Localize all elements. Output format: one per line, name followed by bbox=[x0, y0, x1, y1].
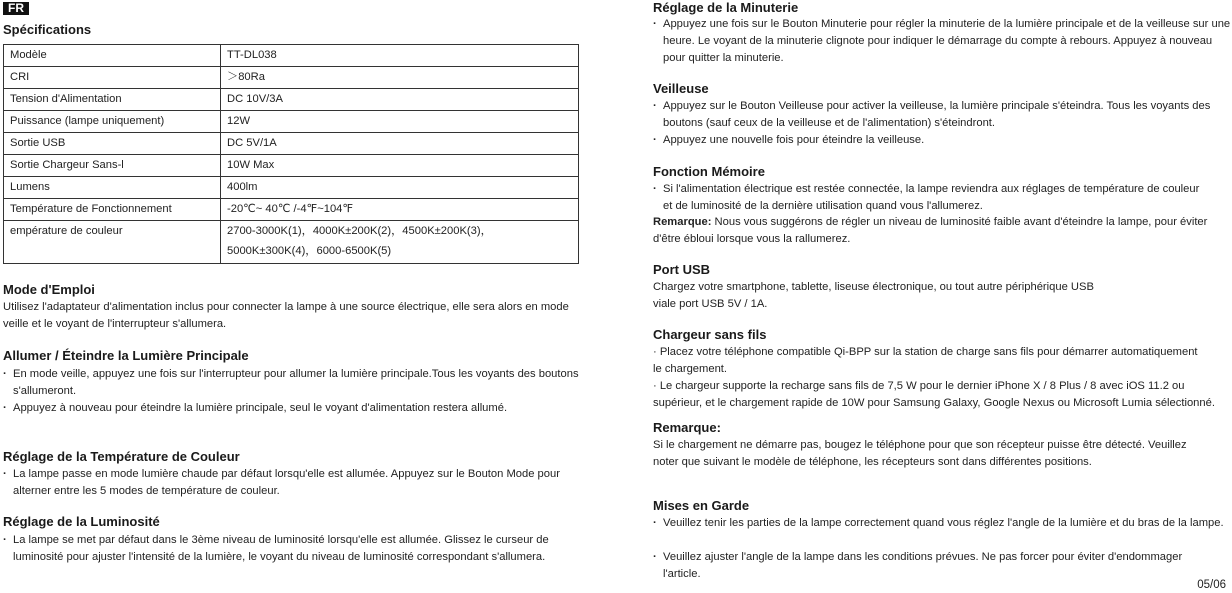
spec-value: DC 5V/1A bbox=[221, 133, 579, 155]
table-row bbox=[4, 45, 579, 67]
spec-value: 12W bbox=[221, 111, 579, 133]
spec-value: -20℃~ 40℃ /-4℉~104℉ bbox=[221, 199, 579, 221]
main-light-bullet: · Appuyez à nouveau pour éteindre la lumière principale, seul le voyant d'alimentation restera allumé. bbox=[3, 400, 579, 417]
spec-label: Modèle bbox=[4, 45, 221, 67]
main-light-bullet: · En mode veille, appuyez une fois sur l'interrupteur pour allumer la lumière principale.Tous les voyants des boutons s'allumeront. bbox=[3, 366, 579, 400]
table-row bbox=[4, 177, 579, 199]
table-row bbox=[4, 199, 579, 221]
table-row bbox=[4, 67, 579, 89]
table-row bbox=[4, 155, 579, 177]
spec-value: 10W Max bbox=[221, 155, 579, 177]
night-light-bullet: · Appuyez une nouvelle fois pour éteindre la veilleuse. bbox=[653, 132, 1232, 149]
usage-heading: Mode d'Emploi bbox=[3, 282, 95, 297]
warning-bullet: · Veuillez tenir les parties de la lampe correctement quand vous réglez l'angle de la lumière et du bras de la lampe. bbox=[653, 515, 1232, 532]
night-light-bullet: · Appuyez sur le Bouton Veilleuse pour activer la veilleuse, la lumière principale s'éteindra. Tous les voyants des boutons (sauf ceux de la veilleuse et de l'alimentation) s'éteindront. bbox=[653, 98, 1232, 132]
spec-label: Puissance (lampe uniquement) bbox=[4, 111, 221, 133]
brightness-heading: Réglage de la Luminosité bbox=[3, 514, 160, 529]
specifications-heading: Spécifications bbox=[3, 22, 92, 37]
usage-text: Utilisez l'adaptateur d'alimentation inclus pour connecter la lampe à une source électrique, elle sera alors en mode veille et le voyant de l'interrupteur s'allumera. bbox=[3, 301, 569, 330]
usb-port-heading: Port USB bbox=[653, 262, 711, 277]
spec-value: ＞80Ra bbox=[221, 67, 579, 89]
main-light-heading: Allumer / Éteindre la Lumière Principale bbox=[3, 348, 249, 363]
specifications-table bbox=[3, 44, 579, 264]
remark-label: Remarque: bbox=[653, 216, 712, 228]
spec-value-line: 2700-3000K(1)，4000K±200K(2)，4500K±200K(3)， bbox=[227, 225, 492, 237]
timer-bullet: · Appuyez une fois sur le Bouton Minuterie pour régler la minuterie de la lumière principale et de la veilleuse sur une heure. Le voyant de la minuterie clignote pour indiquer le démarrage du compte à rebours. Appuyez à nouveau pour quitter la minuterie. bbox=[653, 16, 1232, 67]
timer-heading: Réglage de la Minuterie bbox=[653, 0, 799, 15]
spec-value-line: 5000K±300K(4)，6000-6500K(5) bbox=[227, 245, 392, 257]
spec-value bbox=[221, 221, 579, 264]
wireless-charger-heading: Chargeur sans fils bbox=[653, 327, 767, 342]
color-temp-bullet: · La lampe passe en mode lumière chaude par défaut lorsqu'elle est allumée. Appuyez sur le Bouton Mode pour alterner entre les 5 modes de température de couleur. bbox=[3, 466, 579, 500]
spec-label: Lumens bbox=[4, 177, 221, 199]
usb-text-line: Chargez votre smartphone, tablette, liseuse électronique, ou tout autre périphérique USB bbox=[653, 281, 1094, 293]
spec-value: DC 10V/3A bbox=[221, 89, 579, 111]
page-number: 05/06 bbox=[1197, 579, 1226, 591]
spec-value: 400lm bbox=[221, 177, 579, 199]
memory-remark bbox=[653, 214, 1219, 248]
language-badge: FR bbox=[3, 2, 29, 15]
wireless-charger-text: · Placez votre téléphone compatible Qi-BPP sur la station de charge sans fils pour démarrer automatiquement le chargement. bbox=[653, 346, 1198, 375]
brightness-bullet: · La lampe se met par défaut dans le 3ème niveau de luminosité lorsqu'elle est allumée. Glissez le curseur de luminosité pour ajuster l'intensité de la lumière, le voyant du niveau de luminosité correspondant s'allumera. bbox=[3, 532, 583, 566]
memory-bullet: · Si l'alimentation électrique est restée connectée, la lampe reviendra aux réglages de température de couleur et de luminosité de la dernière utilisation quand vous l'allumerez. bbox=[653, 181, 1203, 215]
spec-value: TT-DL038 bbox=[221, 45, 579, 67]
spec-label: empérature de couleur bbox=[4, 221, 221, 264]
color-temp-heading: Réglage de la Température de Couleur bbox=[3, 449, 240, 464]
remark-text: Nous vous suggérons de régler un niveau de luminosité faible avant d'éteindre la lampe, pour éviter d'être ébloui lorsque vous la rallumerez. bbox=[653, 216, 1208, 245]
table-row bbox=[4, 89, 579, 111]
wireless-charger-text: · Le chargeur supporte la recharge sans fils de 7,5 W pour le dernier iPhone X / 8 Plus / 8 avec iOS 11.2 ou supérieur, et le chargement rapide de 10W pour Samsung Galaxy, Google Nexus ou Microsoft Lumia sélectionné. bbox=[653, 380, 1215, 409]
warning-bullet: · Veuillez ajuster l'angle de la lampe dans les conditions prévues. Ne pas forcer pour éviter d'endommager l'article. bbox=[653, 549, 1203, 583]
table-row bbox=[4, 133, 579, 155]
warnings-heading: Mises en Garde bbox=[653, 498, 750, 513]
spec-label: CRI bbox=[4, 67, 221, 89]
usb-text-line: viale port USB 5V / 1A. bbox=[653, 298, 768, 310]
wireless-remark-text: Si le chargement ne démarre pas, bougez le téléphone pour que son récepteur puisse être détecté. Veuillez noter que suivant le modèle de téléphone, les récepteurs sont dans différentes positions. bbox=[653, 439, 1187, 468]
wireless-remark-heading: Remarque: bbox=[653, 420, 721, 435]
spec-label: Sortie Chargeur Sans-l bbox=[4, 155, 221, 177]
spec-label: Température de Fonctionnement bbox=[4, 199, 221, 221]
table-row bbox=[4, 111, 579, 133]
table-row bbox=[4, 221, 579, 264]
night-light-heading: Veilleuse bbox=[653, 81, 709, 96]
spec-label: Tension d'Alimentation bbox=[4, 89, 221, 111]
spec-label: Sortie USB bbox=[4, 133, 221, 155]
memory-heading: Fonction Mémoire bbox=[653, 164, 765, 179]
